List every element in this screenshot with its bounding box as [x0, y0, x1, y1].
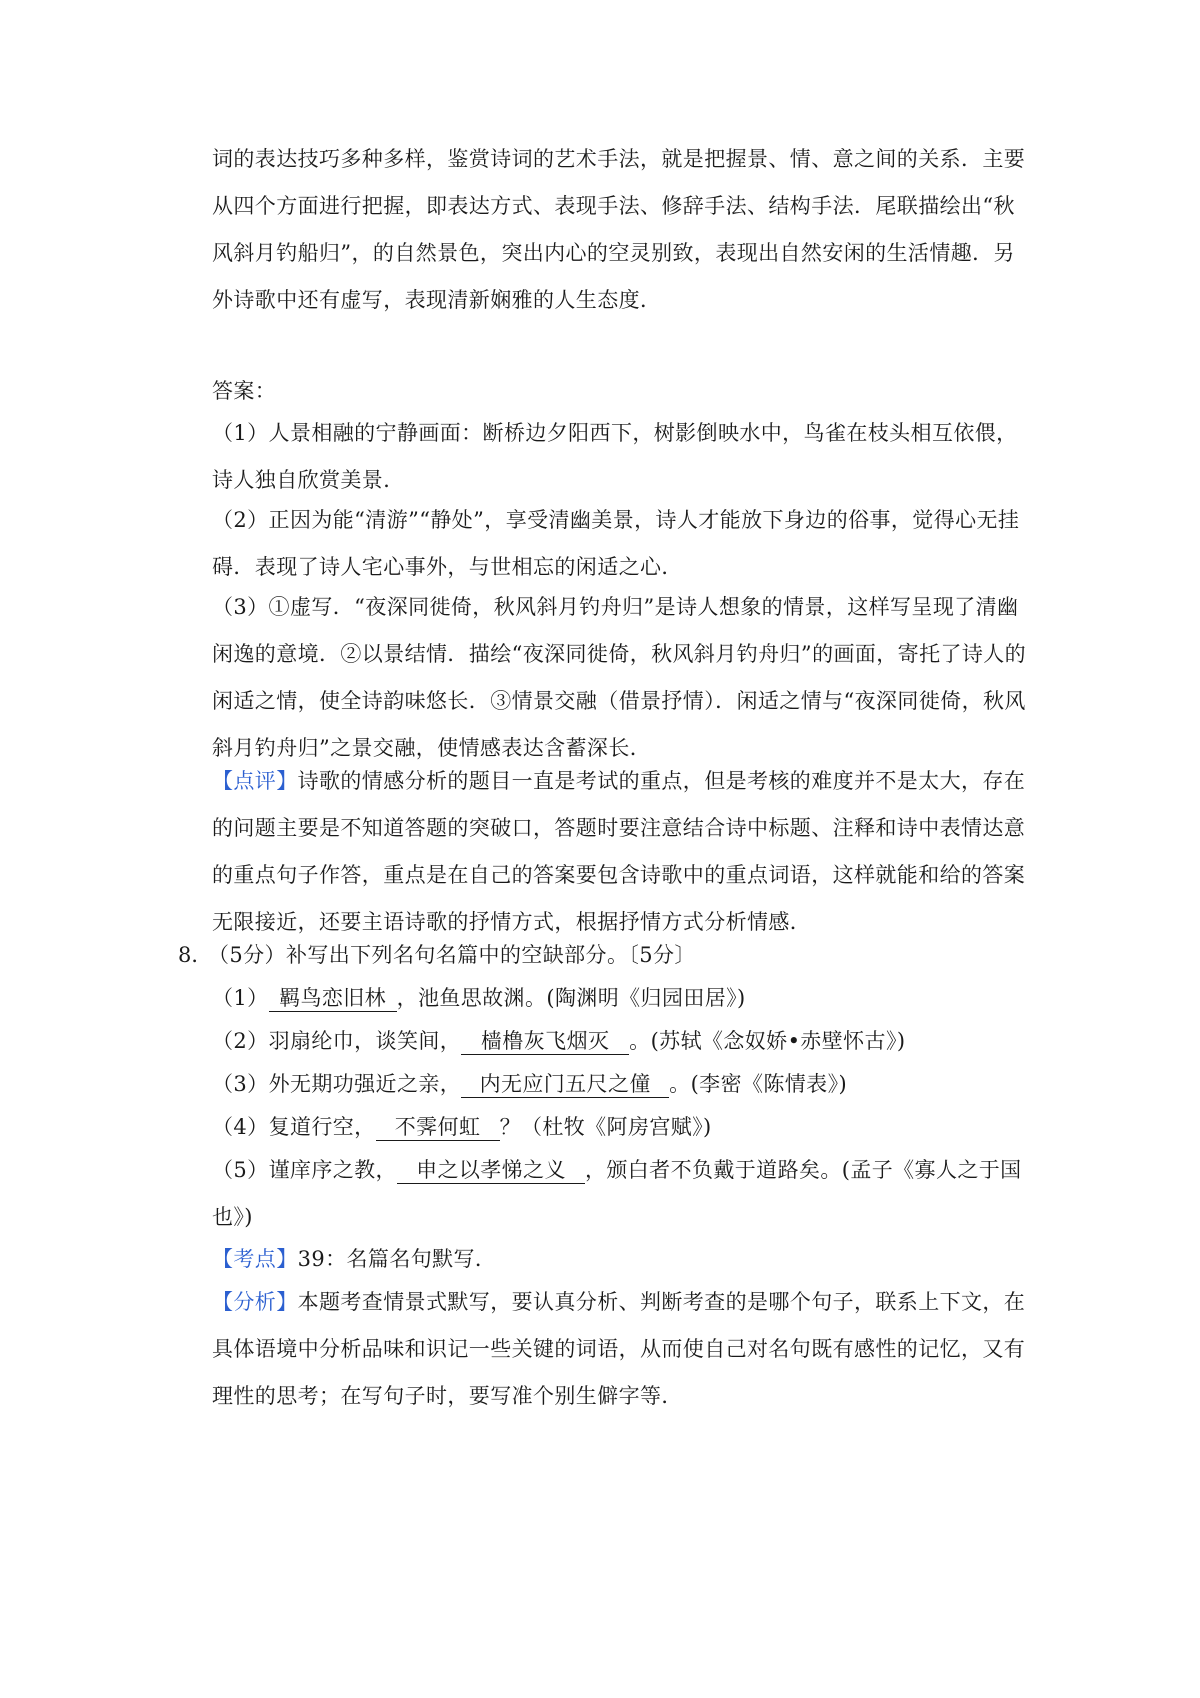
fill-item-3: （3）外无期功强近之亲， 内无应门五尺之僮 。(李密《陈情表》) [212, 1072, 848, 1096]
fill-item-2: （2）羽扇纶巾，谈笑间， 樯橹灰飞烟灭 。(苏轼《念奴娇•赤壁怀古》) [212, 1029, 906, 1053]
blank-answer-3: 内无应门五尺之僮 [461, 1071, 669, 1098]
comment-text: 诗歌的情感分析的题目一直是考试的重点，但是考核的难度并不是太大，存在的问题主要是不知道答题的突破口，答题时要注意结合诗中标题、注释和诗中表情达意的重点句子作答，重点是在自己的答案要包含诗歌中的重点词语，这样就能和给的答案无限接近，还要主语诗歌的抒情方式，根据抒情方式分析情感． [212, 769, 1026, 934]
analysis-paragraph [212, 1279, 1032, 1420]
fill-item-1: （1） 羁鸟恋旧林 ，池鱼思故渊。(陶渊明《归园田居》) [212, 986, 746, 1010]
blank-answer-2: 樯橹灰飞烟灭 [461, 1028, 629, 1055]
answer-item-2: （2）正因为能“清游”“静处”，享受清幽美景，诗人才能放下身边的俗事，觉得心无挂碍．表现了诗人宅心事外，与世相忘的闲适之心． [212, 508, 1020, 579]
analysis-text: 本题考查情景式默写，要认真分析、判断考查的是哪个句子，联系上下文，在具体语境中分析品味和识记一些关键的词语，从而使自己对名句既有感性的记忆，又有理性的思考；在写句子时，要写准个别生僻字等． [212, 1290, 1026, 1408]
fill-item-4: （4）复道行空， 不霁何虹 ？（杜牧《阿房宫赋》) [212, 1115, 712, 1139]
analysis-tag: 【分析】 [212, 1290, 298, 1314]
question-number: 8． [178, 943, 213, 967]
question-prompt: （5分）补写出下列名句名篇中的空缺部分。〔5分〕 [208, 943, 696, 967]
kaodian-text: 39：名篇名句默写． [297, 1247, 497, 1271]
blank-answer-1: 羁鸟恋旧林 [269, 985, 397, 1012]
comment-paragraph [212, 758, 1032, 946]
fill-item-5: （5）谨庠序之教， 申之以孝悌之义 ，颁白者不负戴于道路矣。(孟子《寡人之于国也》) [212, 1158, 1022, 1229]
kaodian-tag: 【考点】 [212, 1247, 298, 1271]
comment-tag: 【点评】 [212, 769, 298, 793]
kaodian-paragraph [212, 1236, 1032, 1283]
answer-heading: 答案： [212, 379, 277, 403]
blank-answer-4: 不霁何虹 [376, 1114, 500, 1141]
blank-answer-5: 申之以孝悌之义 [397, 1157, 585, 1184]
answer-item-3: （3）①虚写．“夜深同徙倚，秋风斜月钓舟归”是诗人想象的情景，这样写呈现了清幽闲逸的意境．②以景结情．描绘“夜深同徙倚，秋风斜月钓舟归”的画面，寄托了诗人的闲适之情，使全诗韵味悠长．③情景交融（借景抒情）．闲适之情与“夜深同徙倚，秋风斜月钓舟归”之景交融，使情感表达含蓄深长． [212, 595, 1027, 760]
answer-item-1: （1）人景相融的宁静画面：断桥边夕阳西下，树影倒映水中，鸟雀在枝头相互依偎，诗人独自欣赏美景． [212, 421, 1018, 492]
intro-paragraph: 词的表达技巧多种多样，鉴赏诗词的艺术手法，就是把握景、情、意之间的关系．主要从四个方面进行把握，即表达方式、表现手法、修辞手法、结构手法．尾联描绘出“秋风斜月钓船归”，的自然景色，突出内心的空灵别致，表现出自然安闲的生活情趣．另外诗歌中还有虚写，表现清新娴雅的人生态度． [212, 147, 1026, 312]
